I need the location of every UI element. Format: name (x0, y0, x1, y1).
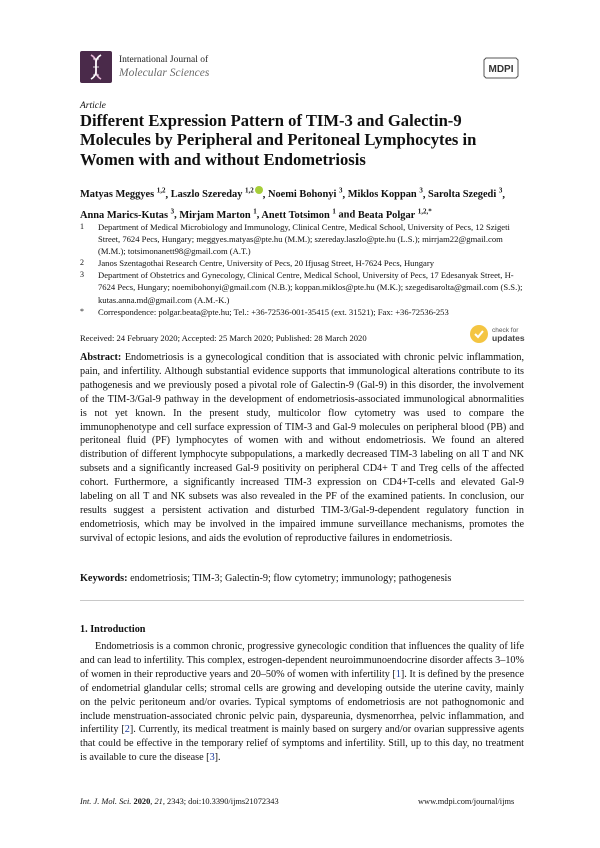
footer-citation: Int. J. Mol. Sci. 2020, 21, 2343; doi:10.3390/ijms21072343 (80, 797, 279, 806)
orcid-icon[interactable] (255, 186, 263, 194)
author[interactable]: Beata Polgar $^{1,2,*}$ (357, 207, 432, 221)
publication-dates: Received: 24 February 2020; Accepted: 25 March 2020; Published: 28 March 2020 (80, 333, 367, 343)
article-title: Different Expression Pattern of TIM-3 and Galectin-9 Molecules by Peripheral and Peritoneal Lymphocytes in Women with and without Endometriosis (80, 111, 477, 169)
correspondence-text: Correspondence: polgar.beata@pte.hu; Tel.: +36-72536-001-35415 (ext. 31521); Fax: +36-72536-253 (98, 306, 449, 317)
affiliation (80, 221, 525, 257)
author[interactable]: Miklos Koppan $^3$ (347, 187, 423, 201)
affiliation (80, 257, 525, 269)
affiliation-text: Janos Szentagothai Research Centre, University of Pecs, 20 Ifjusag Street, H-7624 Pecs, Hungary (98, 258, 435, 269)
affiliation (80, 269, 525, 305)
author[interactable]: Anna Marics-Kutas $^3$ (80, 207, 175, 221)
intro-paragraph: Endometriosis is a common chronic, progressive gynecologic condition that influences the quality of life and can lead to infertility. This complex, estrogen-dependent neuroimmunoendocrine disorder affects 3–10% of women in their reproductive years and 20–50% of women with infertility [1]. It is defined by the presence of endometrial glandular cells; stromal cells are growing and developing outside the uterine cavity, mainly on the pelvic peritoneum and/or ovaries. Typical symptoms of endometriosis are not pathognomonic and include menstruation-associated chronic pelvic pain, dyspareunia, dysmenorrhea, pelvic inflammation, and infertility [2]. Currently, its medical treatment is mainly based on surgery and/or ovarian suppressive agents that could be effective in the temporary relief of symptoms and infertility. Still, up to this day, no treatment is available to cure the disease [3]. (80, 641, 524, 764)
citation-link[interactable]: 1 (395, 668, 401, 680)
affiliation-text: Department of Obstetrics and Gynecology, Clinical Centre, Medical School, University of Pecs, 17 Edesanyak Street, H-7624 Pecs, Hungary; noemibohonyi@gmail.com (N.B.); koppan.miklos@pte.hu (M.K.); szegedisarolta@gmail.com (S.S.); kutas.anna.md@gmail.com (A.M.-K.) (98, 270, 523, 305)
author[interactable]: Mirjam Marton $^1$ (179, 207, 257, 221)
keywords-text: endometriosis; TIM-3; Galectin-9; flow cytometry; immunology; pathogenesis (130, 573, 452, 584)
mdpi-logo[interactable] (482, 56, 520, 80)
author[interactable]: Sarolta Szegedi $^3$ (428, 187, 503, 201)
correspondence (80, 306, 525, 318)
section-heading: 1. Introduction (80, 624, 146, 635)
keywords (80, 572, 524, 586)
dna-helix-icon (80, 51, 112, 83)
author[interactable]: Anett Totsimon $^1$ (261, 207, 336, 221)
affiliation-number: 2 (80, 258, 84, 268)
journal-logo (80, 51, 112, 83)
affiliation-number: 3 (80, 270, 84, 280)
abstract (80, 351, 524, 546)
affiliation-number: 1 (80, 222, 84, 231)
author[interactable]: Matyas Meggyes $^{1,2}$ (80, 187, 166, 201)
article-type: Article (80, 101, 106, 111)
footer-url[interactable]: www.mdpi.com/journal/ijms (418, 797, 515, 806)
author-list: Matyas Meggyes $^{1,2}$, Laszlo Szereday $^{1,2}$ , Noemi Bohonyi $^3$, Miklos Koppan $^3$, Sarolta Szegedi $^3$, Anna Marics-Kutas $^3$, Mirjam Marton $^1$, Anett Totsimon $^1$ and Beata Polgar $^{1,2,*}$ (80, 187, 505, 221)
check-for-updates-badge[interactable] (469, 323, 531, 345)
journal-name-line1: International Journal of (119, 55, 209, 65)
author[interactable]: Noemi Bohonyi $^3$ (267, 187, 343, 201)
abstract-text: Endometriosis is a gynecological condition that is associated with chronic pelvic inflammation, pain, and infertility. Although substantial evidence supports that immunological alterations contribute to its pathogenesis and we previously posed a pivotal role of Galectin-9 (Gal-9) in this disorder, the involvement of the TIM-3/Gal-9 pathway in the development of endometriosis-associated immunological abnormalities is not yet known. In the present study, multicolor flow cytometry was used to compare the immunophenotype and cell surface expression of TIM-3 and Gal-9 molecules on peripheral blood (PB) and peritoneal fluid (PF) lymphocytes of women with and without endometriosis. We found an altered distribution of different lymphocyte subpopulations, a markedly decreased TIM-3 labeling on all T and NK subsets and a significantly increased Gal-9 positivity on peripheral CD4+ T and Treg cells of the affected cohort. Furthermore, a significantly increased TIM-3 expression on CD4+T-cells and elevated Gal-9 labeling on all T and NK subsets was also revealed in the PF of the examined patients. In conclusion, our results suggest a persistent activation and disturbed TIM-3/Gal-9-dependent regulatory function in endometriosis, which may be involved in the impaired immune surveillance mechanisms, promotes the survival of ectopic lesions, and aids the evolution of reproductive failures in endometriosis. (80, 352, 524, 544)
mdpi-logo-text: MDPI (488, 64, 514, 75)
affiliation-text: Department of Medical Microbiology and Immunology, Clinical Centre, Medical School, University of Pecs, 12 Szigeti Street, 7624 Pecs, Hungary; meggyes.matyas@pte.hu (M.M.); szereday.laszlo@pte.hu (L.S.); mirrjam22@gmail.com (M.M.); totsimonanett98@gmail.com (A.T.) (98, 222, 510, 257)
journal-name-line2: Molecular Sciences (119, 67, 210, 79)
keywords-label: Keywords: (80, 573, 128, 584)
check-updates-line2: updates (492, 333, 525, 343)
affiliation-number: * (80, 306, 84, 316)
citation-link[interactable]: 3 (209, 752, 215, 764)
author[interactable]: Laszlo Szereday $^{1,2}$ (171, 189, 263, 200)
affiliations (80, 221, 525, 318)
abstract-label: Abstract: (80, 352, 122, 363)
citation-link[interactable]: 2 (124, 724, 130, 736)
divider (80, 600, 524, 601)
check-updates-line1: check for (492, 327, 519, 334)
